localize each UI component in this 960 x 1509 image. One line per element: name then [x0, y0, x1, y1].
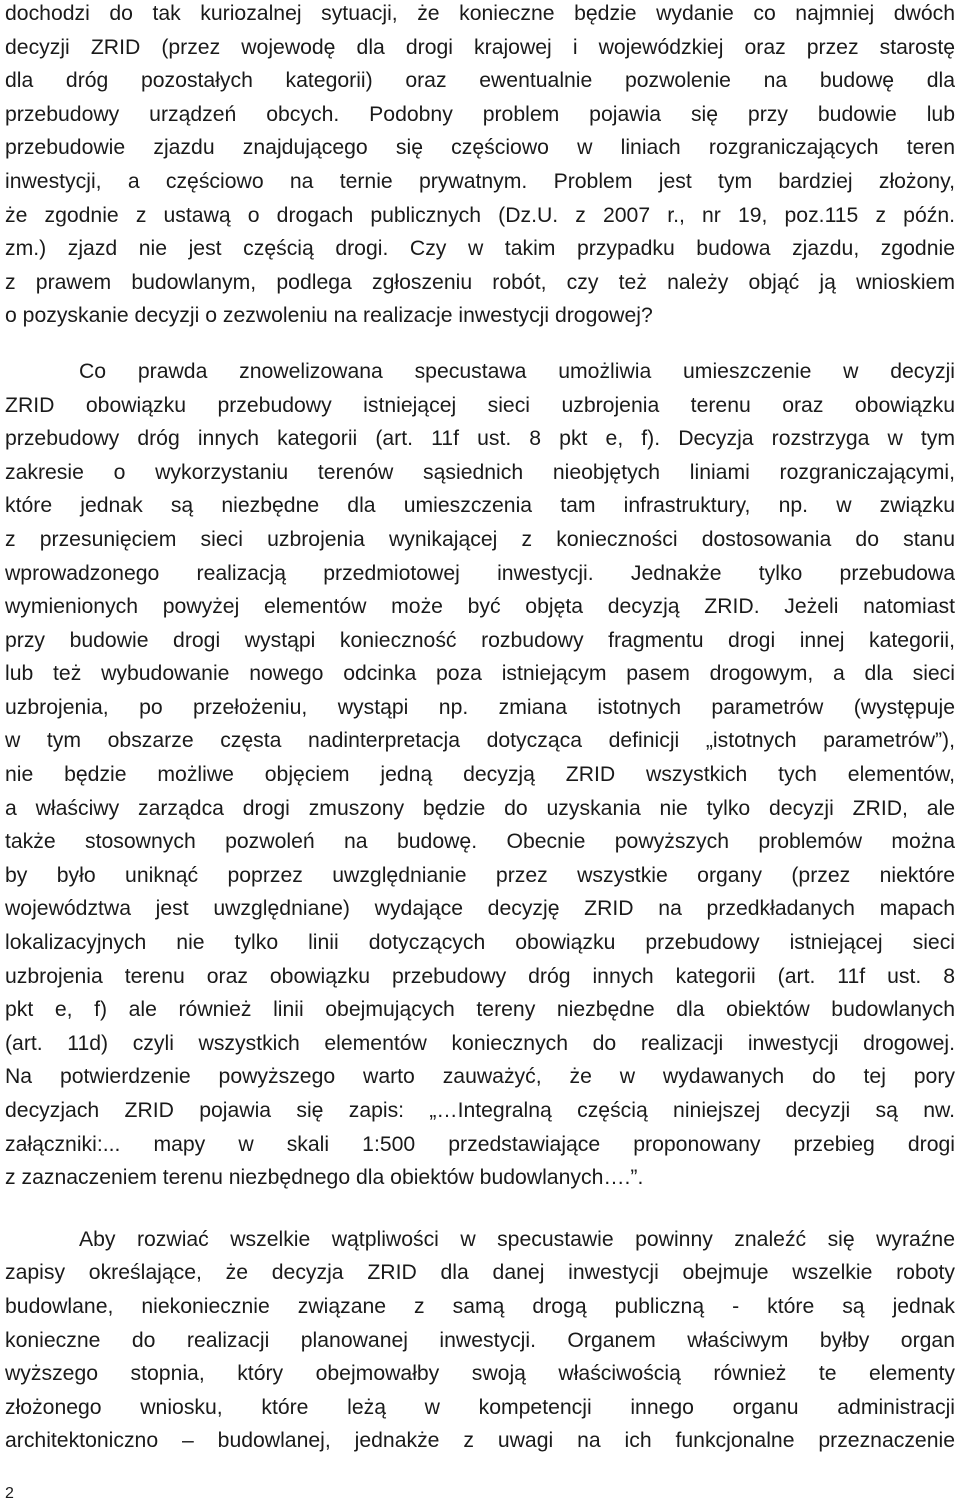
- paragraph-3: [5, 1223, 955, 1458]
- paragraph-2: [5, 355, 955, 1195]
- text-line: przebudowie zjazdu znajdującego się częściowo w liniach rozgraniczających teren: [5, 136, 955, 160]
- text-line: w tym obszarze częsta nadinterpretacja dotycząca definicji „istotnych parametrów”),: [5, 729, 955, 753]
- text-line: wprowadzonego realizacją przedmiotowej inwestycji. Jednakże tylko przebudowa: [5, 561, 955, 585]
- text-line: z przesunięciem sieci uzbrojenia wynikającej z konieczności dostosowania do stanu: [5, 527, 955, 551]
- text-line: województwa jest uwzględniane) wydające decyzję ZRID na przedkładanych mapach: [5, 897, 955, 921]
- text-line: Aby rozwiać wszelkie wątpliwości w specustawie powinny znaleźć się wyraźne: [79, 1227, 955, 1251]
- text-line: złożonego wniosku, które leżą w kompetencji innego organu administracji: [5, 1395, 955, 1419]
- text-line: ZRID obowiązku przebudowy istniejącej sieci uzbrojenia terenu oraz obowiązku: [5, 393, 955, 417]
- text-line: pkt e, f) ale również linii obejmujących tereny niezbędne dla obiektów budowlanych: [5, 998, 955, 1022]
- text-line: przy budowie drogi wystąpi konieczność rozbudowy fragmentu drogi innej kategorii,: [5, 628, 955, 652]
- text-line: załączniki:... mapy w skali 1:500 przedstawiające proponowany przebieg drogi: [5, 1132, 955, 1156]
- page-number: 2: [5, 1485, 14, 1502]
- text-line: że zgodnie z ustawą o drogach publicznych (Dz.U. z 2007 r., nr 19, poz.115 z późn.: [5, 203, 955, 227]
- text-line: dochodzi do tak kuriozalnej sytuacji, że konieczne będzie wydanie co najmniej dwóch: [5, 2, 955, 25]
- text-line: przebudowy dróg innych kategorii (art. 11f ust. 8 pkt e, f). Decyzja rozstrzyga w tym: [5, 427, 955, 451]
- text-line: inwestycji, a częściowo na ternie prywatnym. Problem jest tym bardziej złożony,: [5, 169, 955, 193]
- text-line: a właściwy zarządca drogi zmuszony będzie do uzyskania nie tylko decyzji ZRID, ale: [5, 796, 955, 820]
- text-line: lokalizacyjnych nie tylko linii dotyczących obowiązku przebudowy istniejącej sieci: [5, 931, 955, 955]
- text-line: dla dróg pozostałych kategorii) oraz ewentualnie pozwolenie na budowę dla: [5, 69, 955, 93]
- text-line: decyzjach ZRID pojawia się zapis: „…Integralną częścią niniejszej decyzji są nw.: [5, 1099, 955, 1122]
- text-line: także stosownych pozwoleń na budowę. Obecnie powyższych problemów można: [5, 830, 955, 854]
- text-line: o pozyskanie decyzji o zezwoleniu na realizacje inwestycji drogowej?: [5, 304, 653, 328]
- text-line: wyższego stopnia, który obejmowałby swoją właściwością również te elementy: [5, 1362, 955, 1386]
- text-line: zm.) zjazd nie jest częścią drogi. Czy w takim przypadku budowa zjazdu, zgodnie: [5, 237, 955, 261]
- text-line: decyzji ZRID (przez wojewodę dla drogi krajowej i wojewódzkiej oraz przez starostę: [5, 35, 955, 59]
- text-line: lub też wybudowanie nowego odcinka poza istniejącym pasem drogowym, a dla sieci: [5, 662, 955, 686]
- paragraph-1: [5, 0, 955, 333]
- text-line: zakresie o wykorzystaniu terenów sąsiednich nieobjętych liniami rozgraniczającymi,: [5, 460, 955, 484]
- document-page: [5, 0, 955, 1458]
- text-line: z zaznaczeniem terenu niezbędnego dla obiektów budowlanych….”.: [5, 1166, 644, 1190]
- text-line: które jednak są niezbędne dla umieszczenia tam infrastruktury, np. w związku: [5, 494, 955, 518]
- text-line: konieczne do realizacji planowanej inwestycji. Organem właściwym byłby organ: [5, 1328, 955, 1352]
- text-line: by było uniknąć poprzez uwzględnianie przez wszystkie organy (przez niektóre: [5, 863, 955, 887]
- text-line: Na potwierdzenie powyższego warto zauważyć, że w wydawanych do tej pory: [5, 1065, 955, 1089]
- text-line: wymienionych powyżej elementów może być objęta decyzją ZRID. Jeżeli natomiast: [5, 595, 955, 619]
- text-line: zapisy określające, że decyzja ZRID dla danej inwestycji obejmuje wszelkie roboty: [5, 1261, 955, 1285]
- text-line: (art. 11d) czyli wszystkich elementów koniecznych do realizacji inwestycji drogowej.: [5, 1031, 955, 1055]
- text-line: przebudowy urządzeń obcych. Podobny problem pojawia się przy budowie lub: [5, 102, 955, 126]
- text-line: budowlane, niekoniecznie związane z samą drogą publiczną - które są jednak: [5, 1294, 955, 1318]
- text-line: Co prawda znowelizowana specustawa umożliwia umieszczenie w decyzji: [79, 359, 955, 383]
- text-line: z prawem budowlanym, podlega zgłoszeniu robót, czy też należy objąć ją wnioskiem: [5, 270, 955, 294]
- text-line: uzbrojenia terenu oraz obowiązku przebudowy dróg innych kategorii (art. 11f ust. 8: [5, 964, 955, 988]
- text-line: uzbrojenia, po przełożeniu, wystąpi np. zmiana istotnych parametrów (występuje: [5, 695, 955, 719]
- text-line: nie będzie możliwe objęciem jedną decyzją ZRID wszystkich tych elementów,: [5, 763, 955, 787]
- text-line: architektoniczno – budowlanej, jednakże z uwagi na ich funkcjonalne przeznaczenie: [5, 1429, 955, 1453]
